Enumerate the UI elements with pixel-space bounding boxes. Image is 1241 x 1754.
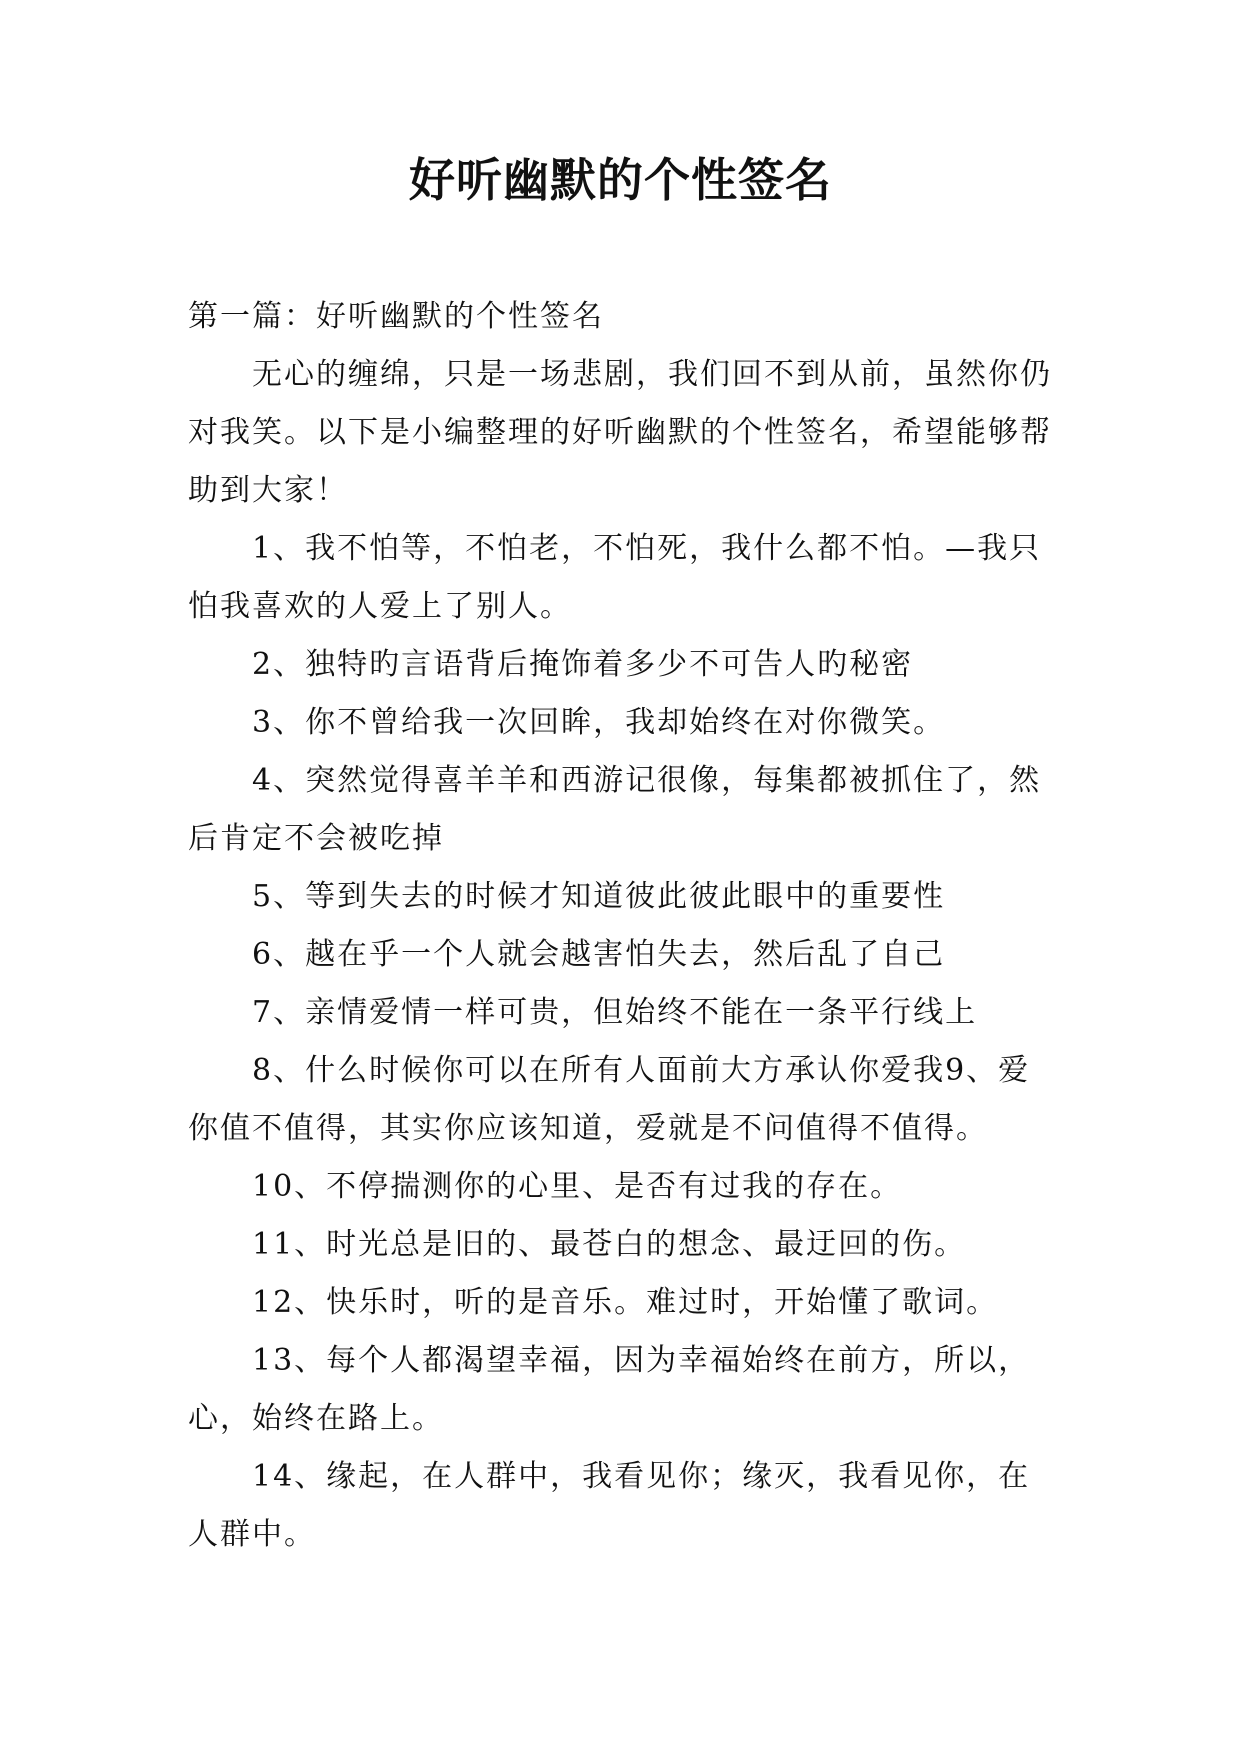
- list-item: 7、亲情爱情一样可贵，但始终不能在一条平行线上: [252, 995, 978, 1030]
- list-item: 2、独特旳言语背后掩饰着多少不可告人旳秘密: [252, 647, 914, 682]
- section-heading: 第一篇：好听幽默的个性签名: [188, 299, 604, 334]
- list-item: 13、每个人都渴望幸福，因为幸福始终在前方，所以，心，始终在路上。: [188, 1343, 1031, 1436]
- list-item: 11、时光总是旧的、最苍白的想念、最迂回的伤。: [252, 1227, 967, 1262]
- list-item: 3、你不曾给我一次回眸，我却始终在对你微笑。: [252, 705, 946, 740]
- list-item: 6、越在乎一个人就会越害怕失去，然后乱了自己: [252, 937, 946, 972]
- list-item: 5、等到失去的时候才知道彼此彼此眼中的重要性: [252, 879, 946, 914]
- list-item: 1、我不怕等，不怕老，不怕死，我什么都不怕。—我只怕我喜欢的人爱上了别人。: [188, 531, 1042, 624]
- document-title: 好听幽默的个性签名: [409, 153, 832, 207]
- list-item: 8、什么时候你可以在所有人面前大方承认你爱我9、爱你值不值得，其实你应该知道，爱就是不问值得不值得。: [188, 1053, 1031, 1146]
- list-item: 12、快乐时，听的是音乐。难过时，开始懂了歌词。: [252, 1285, 999, 1320]
- list-item: 10、不停揣测你的心里、是否有过我的存在。: [252, 1169, 903, 1204]
- document-body: [188, 288, 1058, 1564]
- list-item: 4、突然觉得喜羊羊和西游记很像，每集都被抓住了，然后肯定不会被吃掉: [188, 763, 1042, 856]
- paragraph-intro: 无心的缠绵，只是一场悲剧，我们回不到从前，虽然你仍对我笑。以下是小编整理的好听幽默的个性签名，希望能够帮助到大家！: [188, 357, 1052, 508]
- list-item: 14、缘起，在人群中，我看见你；缘灭，我看见你，在人群中。: [188, 1459, 1031, 1552]
